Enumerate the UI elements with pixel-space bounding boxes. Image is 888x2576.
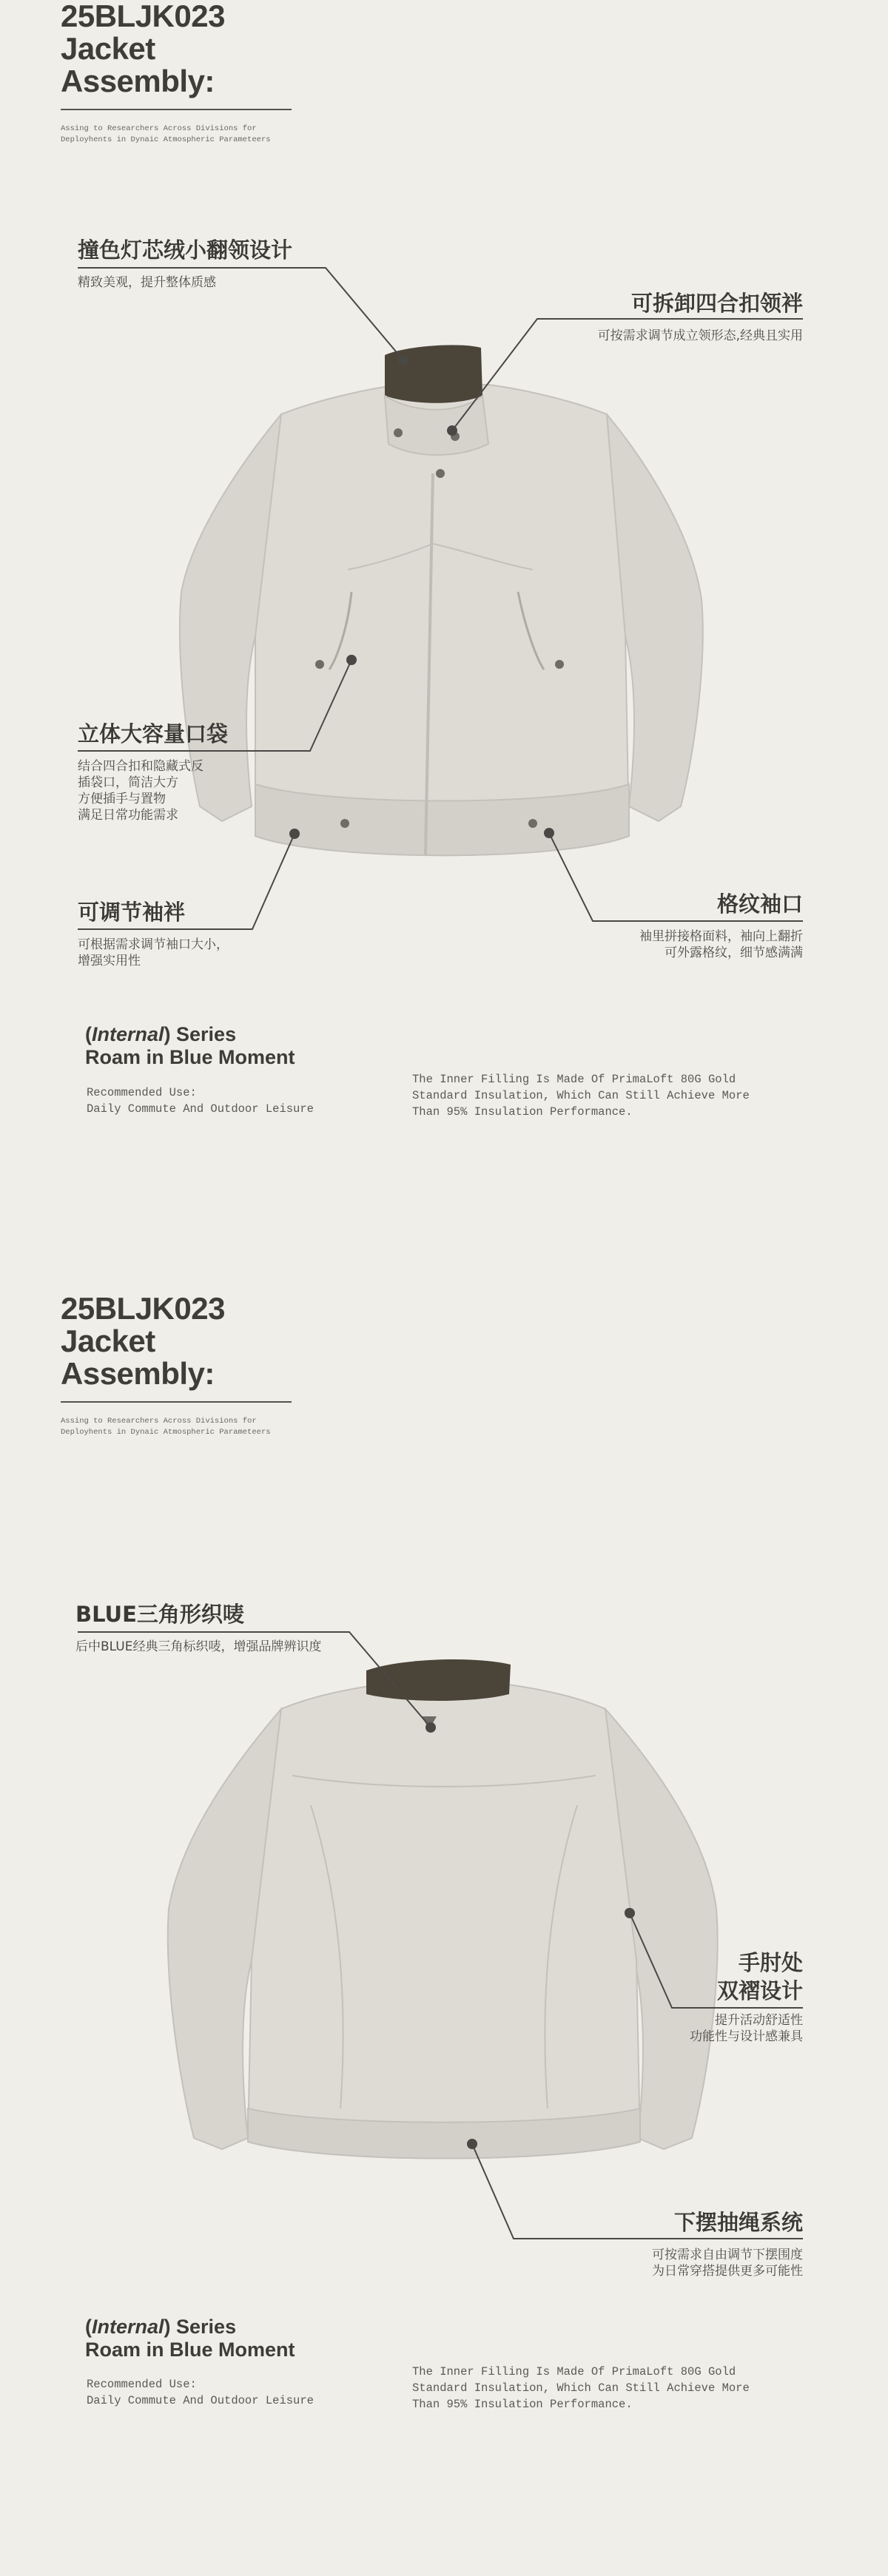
- title-line-assembly: Assembly:: [61, 1356, 215, 1391]
- title-line-model: 25BLJK023: [61, 1291, 225, 1326]
- title-line-jacket: Jacket: [61, 1324, 155, 1358]
- filling-line: The Inner Filling Is Made Of PrimaLoft 80G Gold: [412, 1073, 736, 1086]
- recommended-label: Recommended Use:: [87, 1086, 197, 1099]
- filling-description-2: [412, 2364, 750, 2413]
- annotation-title: 下摆抽绳系统: [673, 2210, 803, 2235]
- title-line-model: 25BLJK023: [61, 0, 225, 33]
- title-line-assembly: Assembly:: [61, 64, 215, 98]
- annotation-desc-line: 功能性与设计感兼具: [690, 2029, 803, 2044]
- annotation-desc: 精致美观，提升整体质感: [78, 275, 216, 290]
- annotation-title-line: 双褶设计: [716, 1978, 803, 2003]
- annotation-desc: 可按需求调节成立领形态,经典且实用: [597, 328, 803, 343]
- filling-line: Than 95% Insulation Performance.: [412, 2398, 633, 2411]
- annotation-elbow-pleats: [690, 1949, 803, 2045]
- series-title: (Internal) Series Roam in Blue Moment: [85, 1023, 295, 1068]
- series-subtitle: Roam in Blue Moment: [85, 2339, 295, 2361]
- annotation-logo-label: [75, 1598, 321, 1655]
- annotation-desc-line: 方便插手与置物: [78, 792, 166, 806]
- annotation-desc-line: 可外露格纹，细节感满满: [665, 945, 803, 960]
- filling-line: Standard Insulation, Which Can Still Achieve More: [412, 1089, 750, 1102]
- series-italic: Internal: [92, 1023, 164, 1045]
- annotation-desc-line: 袖里拼接格面料，袖向上翻折: [639, 929, 803, 944]
- annotation-desc-line: 插袋口，简洁大方: [78, 775, 178, 790]
- annotation-desc-line: 提升活动舒适性: [715, 2013, 803, 2028]
- recommended-value: Daily Commute And Outdoor Leisure: [87, 2394, 314, 2407]
- annotation-desc-line: 可根据需求调节袖口大小，: [78, 937, 229, 952]
- series-subtitle: Roam in Blue Moment: [85, 1046, 295, 1068]
- annotation-desc-line: 增强实用性: [78, 954, 141, 968]
- recommended-use-2: [87, 2376, 314, 2409]
- annotation-desc-line: 满足日常功能需求: [78, 808, 178, 823]
- annotation-title: BLUE三角形织唛: [75, 1602, 244, 1627]
- annotation-desc-line: 为日常穿搭提供更多可能性: [652, 2264, 803, 2279]
- annotation-desc-line: 结合四合扣和隐藏式反: [78, 759, 204, 774]
- series-italic: Internal: [92, 2316, 164, 2338]
- title-line-jacket: Jacket: [61, 31, 155, 66]
- filling-line: The Inner Filling Is Made Of PrimaLoft 80G Gold: [412, 2365, 736, 2378]
- annotation-hem-drawcord: [652, 2206, 803, 2279]
- recommended-value: Daily Commute And Outdoor Leisure: [87, 1102, 314, 1116]
- subtitle-line: Assing to Researchers Across Divisions for: [61, 124, 257, 133]
- annotation-title-line: 手肘处: [738, 1950, 803, 1975]
- subtitle-line: Deployhents in Dynaic Atmospheric Parameteers: [61, 1428, 271, 1437]
- annotation-title: 立体大容量口袋: [78, 721, 229, 746]
- annotation-title: 可拆卸四合扣领袢: [630, 291, 803, 316]
- subtitle-line: Deployhents in Dynaic Atmospheric Parameteers: [61, 135, 271, 144]
- filling-line: Standard Insulation, Which Can Still Achieve More: [412, 2381, 750, 2395]
- annotation-title: 撞色灯芯绒小翻领设计: [78, 237, 293, 263]
- annotation-title: 格纹袖口: [716, 891, 803, 917]
- series-title-2: (Internal) Series Roam in Blue Moment: [85, 2316, 295, 2361]
- recommended-label: Recommended Use:: [87, 2378, 197, 2391]
- annotation-title: 可调节袖袢: [78, 900, 186, 925]
- filling-line: Than 95% Insulation Performance.: [412, 1105, 633, 1119]
- subtitle-line: Assing to Researchers Across Divisions for: [61, 1417, 257, 1426]
- annotation-desc-line: 可按需求自由调节下摆围度: [652, 2248, 803, 2262]
- annotation-desc: 后中BLUE经典三角标织唛，增强品牌辨识度: [75, 1639, 322, 1654]
